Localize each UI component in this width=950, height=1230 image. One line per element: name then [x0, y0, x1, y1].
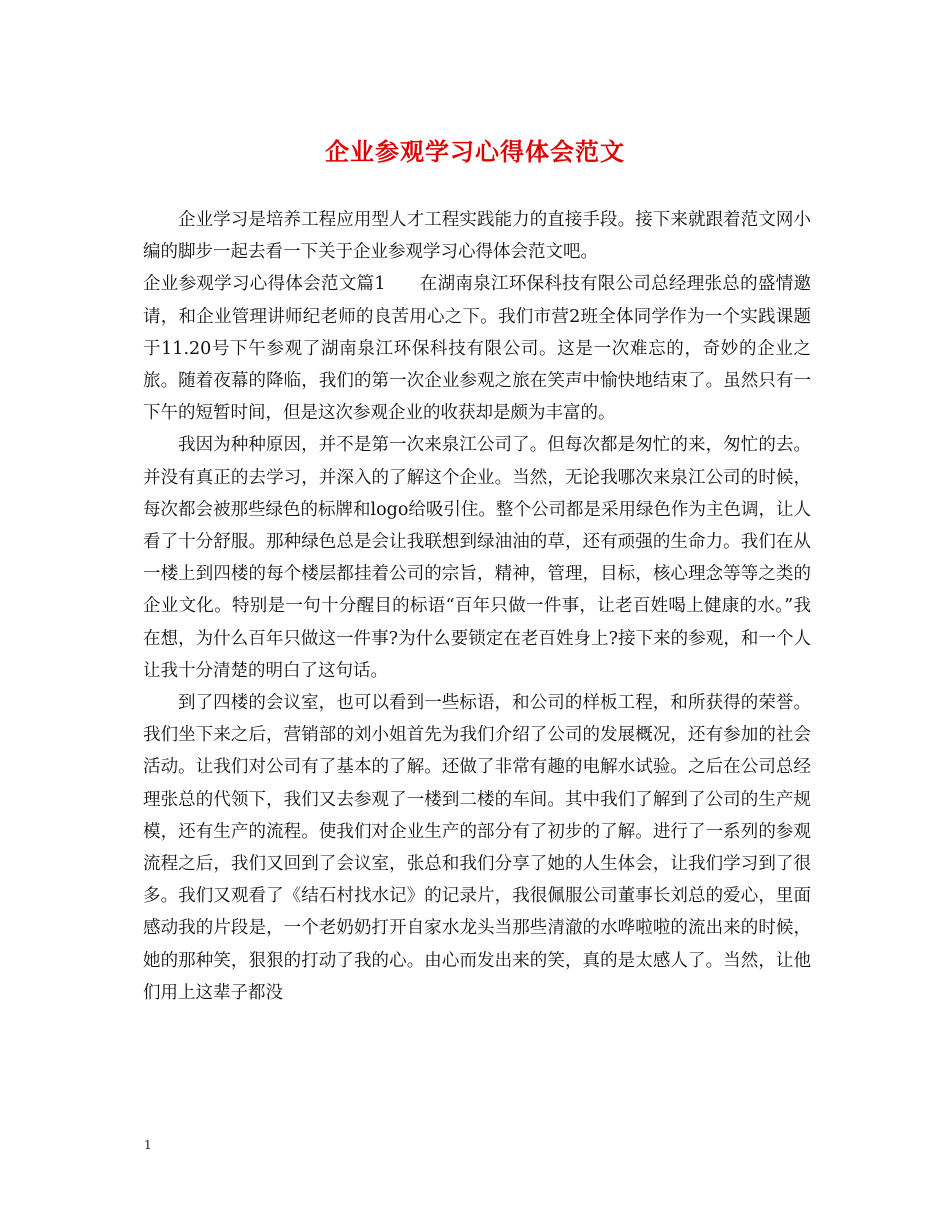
paragraph-3: 到了四楼的会议室，也可以看到一些标语，和公司的样板工程，和所获得的荣誉。我们坐下来之后，营销部的刘小姐首先为我们介绍了公司的发展概况，还有参加的社会活动。让我们对公司有了基本的了解。还做了非常有趣的电解水试验。之后在公司总经理张总的代领下，我们又去参观了一楼到二楼的车间。其中我们了解到了公司的生产规模，还有生产的流程。使我们对企业生产的部分有了初步的了解。进行了一系列的参观流程之后，我们又回到了会议室，张总和我们分享了她的人生体会，让我们学习到了很多。我们又观看了《结石村找水记》的记录片，我很佩服公司董事长刘总的爱心，里面感动我的片段是，一个老奶奶打开自家水龙头当那些清澈的水哗啦啦的流出来的时候，她的那种笑，狠狠的打动了我的心。由心而发出来的笑，真的是太感人了。当然，让他们用上这辈子都没 — [143, 693, 811, 1003]
document-title: 企业参观学习心得体会范文 — [325, 137, 625, 166]
document-body — [143, 204, 811, 1009]
section-1-heading: 企业参观学习心得体会范文篇1 — [143, 274, 386, 295]
section-1-text: 在湖南泉江环保科技有限公司总经理张总的盛情邀请，和企业管理讲师纪老师的良苦用心之下。我们市营2班全体同学作为一个实践课题于11.20号下午参观了湖南泉江环保科技有限公司。这是一次难忘的，奇妙的企业之旅。随着夜幕的降临，我们的第一次企业参观之旅在笑声中愉快地结束了。虽然只有一下午的短暂时间，但是这次参观企业的收获却是颇为丰富的。 — [143, 274, 811, 424]
page-number: 1 — [144, 1138, 152, 1152]
section-1-paragraph — [143, 268, 811, 429]
paragraph-2: 我因为种种原因，并不是第一次来泉江公司了。但每次都是匆忙的来，匆忙的去。并没有真正的去学习，并深入的了解这个企业。当然，无论我哪次来泉江公司的时候，每次都会被那些绿色的标牌和logo给吸引住。整个公司都是采用绿色作为主色调，让人看了十分舒服。那种绿色总是会让我联想到绿油油的草，还有顽强的生命力。我们在从一楼上到四楼的每个楼层都挂着公司的宗旨，精神，管理，目标，核心理念等等之类的企业文化。特别是一句十分醒目的标语“百年只做一件事，让老百姓喝上健康的水。”我在想，为什么百年只做这一件事?为什么要锁定在老百姓身上?接下来的参观，和一个人让我十分清楚的明白了这句话。 — [143, 435, 811, 681]
intro-paragraph: 企业学习是培养工程应用型人才工程实践能力的直接手段。接下来就跟着范文网小编的脚步一起去看一下关于企业参观学习心得体会范文吧。 — [143, 210, 811, 263]
